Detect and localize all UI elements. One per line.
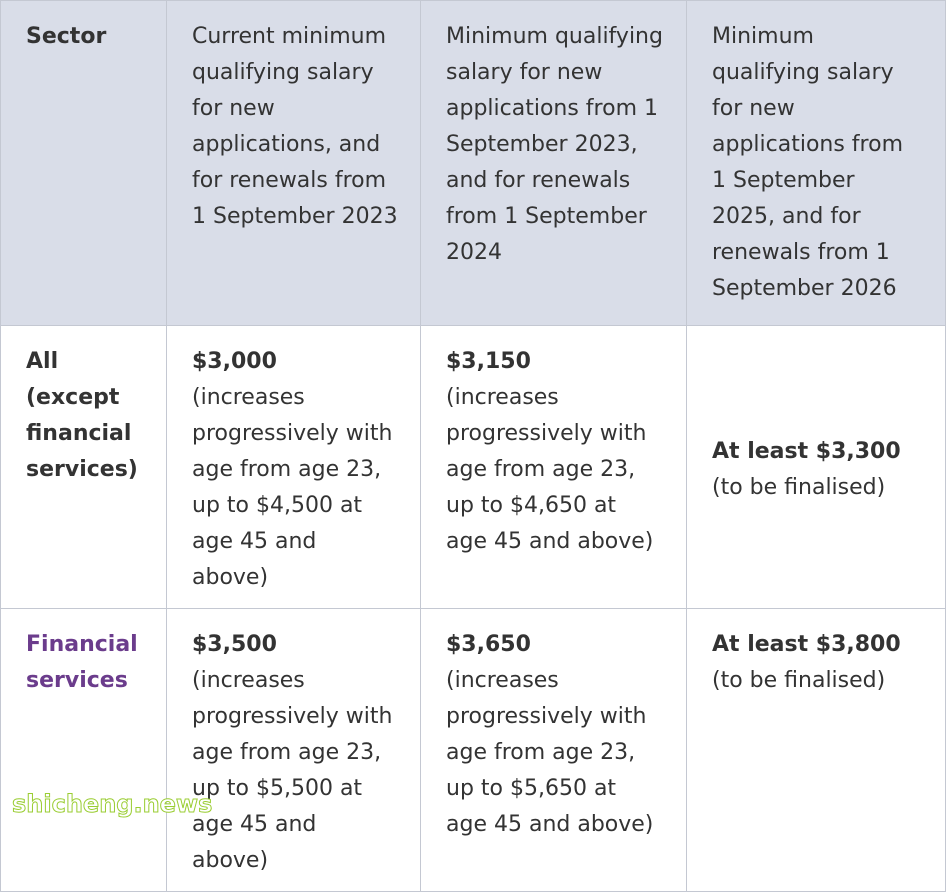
- table-row: [1, 326, 946, 609]
- salary-amount: $3,500: [192, 632, 277, 657]
- salary-amount: At least $3,300: [712, 439, 901, 464]
- salary-sep-2023-cell: [421, 609, 687, 892]
- salary-note: (to be finalised): [712, 475, 886, 500]
- salary-sep-2025-cell: [687, 609, 946, 892]
- sector-cell: [1, 326, 167, 609]
- salary-amount: At least $3,800: [712, 632, 901, 657]
- salary-note: (increases progressively with age from age 23, up to $5,500 at age 45 and above): [192, 668, 393, 873]
- salary-note: (increases progressively with age from age 23, up to $4,650 at age 45 and above): [446, 385, 654, 554]
- header-salary-sep-2023: Minimum qualifying salary for new applications from 1 September 2023, and for renewals from 1 September 2024: [421, 1, 687, 326]
- salary-amount: $3,650: [446, 632, 531, 657]
- current-salary-cell: [167, 326, 421, 609]
- salary-note: (increases progressively with age from age 23, up to $5,650 at age 45 and above): [446, 668, 654, 837]
- current-salary-cell: [167, 609, 421, 892]
- salary-amount: $3,150: [446, 349, 531, 374]
- header-sector: Sector: [1, 1, 167, 326]
- table-header: [1, 1, 946, 326]
- salary-sep-2023-cell: [421, 326, 687, 609]
- header-salary-sep-2025: Minimum qualifying salary for new applications from 1 September 2025, and for renewals from 1 September 2026: [687, 1, 946, 326]
- sector-cell[interactable]: [1, 609, 167, 892]
- salary-note: (increases progressively with age from age 23, up to $4,500 at age 45 and above): [192, 385, 393, 590]
- header-row: [1, 1, 946, 326]
- watermark: shicheng.news: [12, 790, 213, 818]
- salary-amount: $3,000: [192, 349, 277, 374]
- sector-link-financial-services[interactable]: Financial services: [26, 632, 138, 693]
- table-row: [1, 609, 946, 892]
- salary-note: (to be finalised): [712, 668, 886, 693]
- header-current-salary: Current minimum qualifying salary for new applications, and for renewals from 1 September 2023: [167, 1, 421, 326]
- sector-name: All (except financial services): [26, 349, 138, 482]
- salary-sep-2025-cell: [687, 326, 946, 609]
